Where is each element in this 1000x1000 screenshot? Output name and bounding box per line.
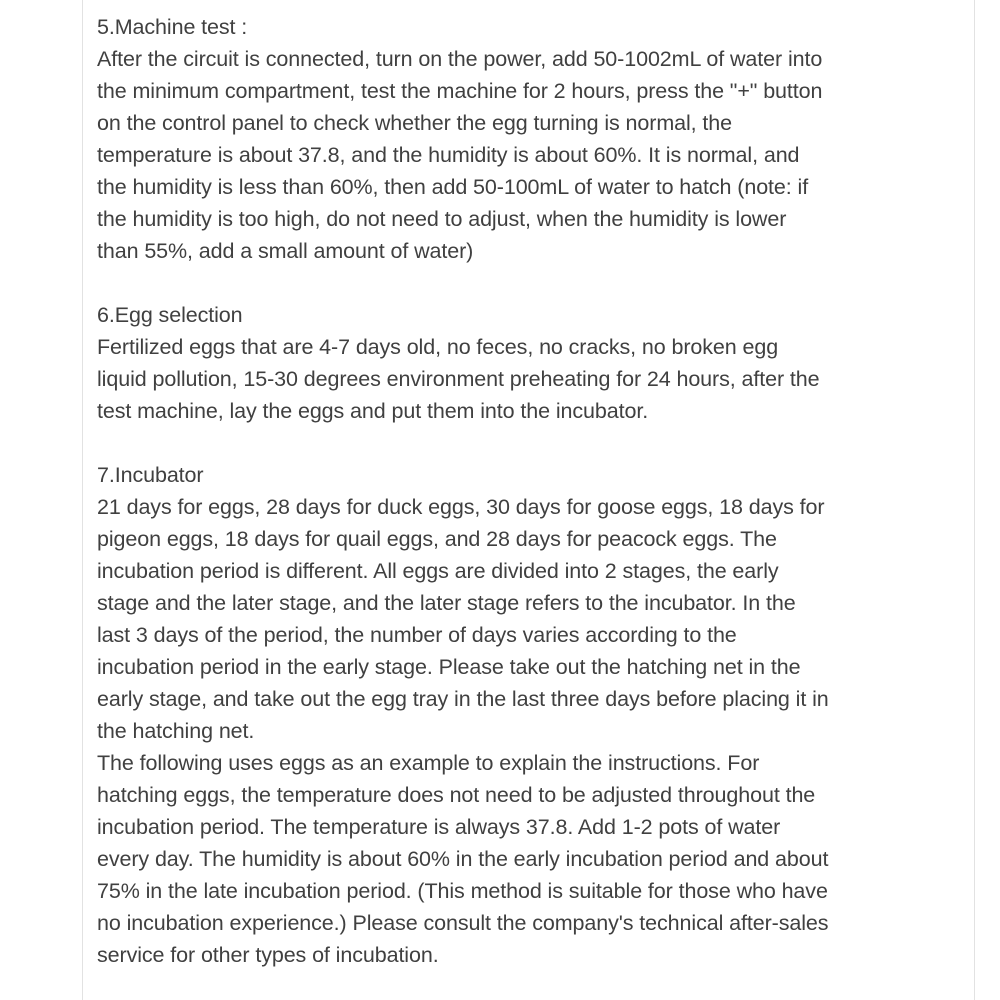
text-line: liquid pollution, 15-30 degrees environment preheating for 24 hours, after the xyxy=(97,367,820,391)
text-line: hatching eggs, the temperature does not need to be adjusted throughout the xyxy=(97,783,816,807)
text-line: last 3 days of the period, the number of days varies according to the xyxy=(97,623,737,647)
section-machine-test xyxy=(97,11,963,267)
text-line: 21 days for eggs, 28 days for duck eggs, 30 days for goose eggs, 18 days for xyxy=(97,495,825,519)
text-line: incubation period is different. All eggs are divided into 2 stages, the early xyxy=(97,559,779,583)
text-line: temperature is about 37.8, and the humidity is about 60%. It is normal, and xyxy=(97,143,800,167)
text-line: 75% in the late incubation period. (This method is suitable for those who have xyxy=(97,879,828,903)
text-line: The following uses eggs as an example to explain the instructions. For xyxy=(97,751,760,775)
section-egg-selection xyxy=(97,299,963,427)
text-line: pigeon eggs, 18 days for quail eggs, and 28 days for peacock eggs. The xyxy=(97,527,777,551)
text-line: test machine, lay the eggs and put them into the incubator. xyxy=(97,399,649,423)
text-line: no incubation experience.) Please consult the company's technical after-sales xyxy=(97,911,829,935)
text-line: Fertilized eggs that are 4-7 days old, no feces, no cracks, no broken egg xyxy=(97,335,779,359)
text-line: the humidity is less than 60%, then add 50-100mL of water to hatch (note: if xyxy=(97,175,809,199)
text-line: early stage, and take out the egg tray in the last three days before placing it in xyxy=(97,687,829,711)
text-line: every day. The humidity is about 60% in the early incubation period and about xyxy=(97,847,829,871)
text-line: stage and the later stage, and the later stage refers to the incubator. In the xyxy=(97,591,796,615)
text-line: incubation period in the early stage. Please take out the hatching net in the xyxy=(97,655,801,679)
text-line: the hatching net. xyxy=(97,719,255,743)
section-incubator xyxy=(97,459,963,971)
text-line: on the control panel to check whether the egg turning is normal, the xyxy=(97,111,733,135)
section-heading: 7.Incubator xyxy=(97,463,204,487)
text-line: service for other types of incubation. xyxy=(97,943,439,967)
text-line: than 55%, add a small amount of water) xyxy=(97,239,474,263)
right-border-line xyxy=(974,0,975,1000)
section-heading: 6.Egg selection xyxy=(97,303,243,327)
section-heading: 5.Machine test : xyxy=(97,15,248,39)
text-line: the humidity is too high, do not need to adjust, when the humidity is lower xyxy=(97,207,787,231)
text-line: After the circuit is connected, turn on the power, add 50-1002mL of water into xyxy=(97,47,823,71)
text-line: incubation period. The temperature is always 37.8. Add 1-2 pots of water xyxy=(97,815,781,839)
text-line: the minimum compartment, test the machine for 2 hours, press the "+" button xyxy=(97,79,823,103)
left-border-line xyxy=(82,0,83,1000)
instructions-text xyxy=(97,11,963,971)
